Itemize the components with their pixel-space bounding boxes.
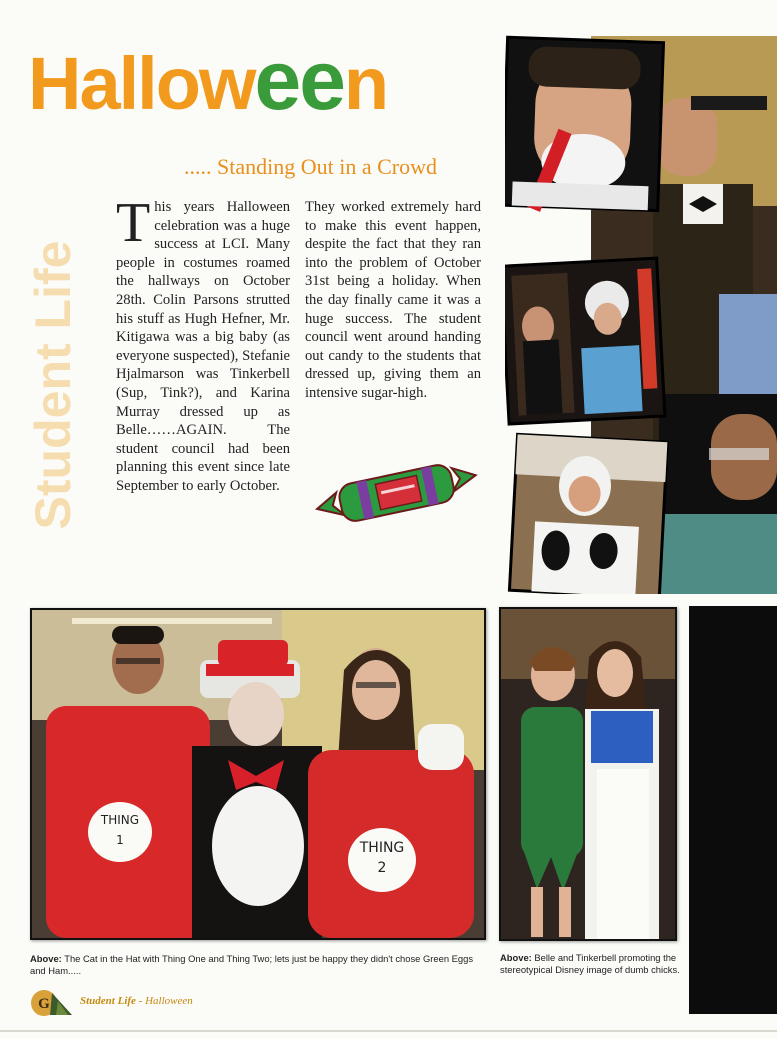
bottom-divider [0, 1030, 777, 1032]
article-column-2: They worked extremely hard to make this event happen, despite the fact that they ran into the problem of October 31st being a holiday. When the day finally came it was a huge success. The student council went around handing out candy to the students that dressed up, giving them an intensive sugar-high. [305, 199, 481, 401]
candy-illustration [308, 452, 486, 538]
drop-cap: T [116, 192, 151, 254]
footer-separator: - [135, 995, 146, 1007]
title-part-2: ee [254, 33, 344, 127]
photo-belle-and-tinkerbell [499, 607, 677, 941]
school-logo-icon [28, 985, 74, 1019]
thing-2-label-number: 2 [377, 860, 387, 876]
photo-dark [689, 606, 777, 1014]
title-part-1: Hallow [28, 42, 255, 125]
photo-collage [505, 34, 777, 594]
caption-cat-in-the-hat [30, 953, 490, 976]
page-subtitle: ..... Standing Out in a Crowd [184, 154, 437, 179]
title-part-3: n [343, 42, 388, 125]
thing-2-label-word: THING [359, 840, 405, 856]
section-label-text: Student Life [25, 240, 81, 530]
caption-1-lead: Above: [30, 953, 62, 964]
caption-belle-tinkerbell [500, 952, 680, 975]
footer-section-label [80, 995, 193, 1007]
photo-cat-in-the-hat [30, 608, 486, 940]
photo-cow-costume [509, 434, 667, 594]
svg-text:G: G [38, 996, 50, 1012]
caption-1-text: The Cat in the Hat with Thing One and Thing Two; lets just be happy they didn't chose Green Eggs and Ham..... [30, 953, 474, 976]
article-column-1 [116, 192, 290, 496]
article-column-1-text: his years Halloween celebration was a huge success at LCI. Many people in costumes roamed the hallways on October 28th. Colin Parsons strutted his stuff as Hugh Hefner, Mr. Kitigawa was a big baby (as everyone suspected), Stefanie Hjalmarson was Tinkerbell (Sup, Tink?), and Karina Murray dressed up as Belle……AGAIN. The student council had been planning this event since late September to early October. [116, 199, 290, 494]
section-label-vertical [18, 220, 88, 550]
page-title [28, 33, 388, 127]
photo-two-girls [505, 258, 665, 424]
thing-1-label-word: THING [100, 813, 140, 827]
thing-1-label-number: 1 [116, 833, 124, 847]
footer-topic: Halloween [145, 995, 193, 1007]
photo-shaving-cream [505, 37, 664, 216]
caption-2-text: Belle and Tinkerbell promoting the stereotypical Disney image of dumb chicks. [500, 952, 680, 975]
caption-2-lead: Above: [500, 952, 532, 963]
footer-section: Student Life [80, 995, 136, 1007]
